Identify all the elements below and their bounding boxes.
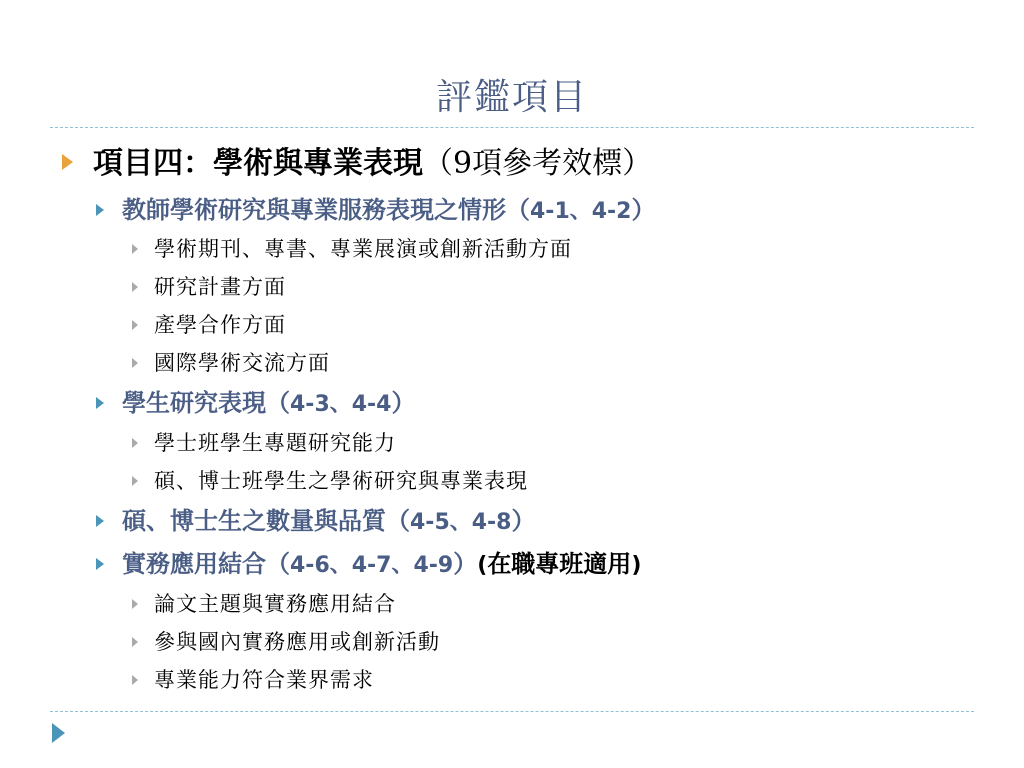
outline-item-level1 — [62, 144, 652, 184]
bullet-arrow-icon — [132, 438, 138, 448]
sub-item-label: 碩、博士班學生之學術研究與專業表現 — [154, 469, 528, 493]
bullet-arrow-icon — [132, 244, 138, 254]
sub-item — [132, 349, 330, 377]
sub-item — [132, 273, 286, 301]
section-codes: 4-1、4-2 — [530, 199, 632, 224]
sub-item — [132, 628, 440, 656]
bullet-arrow-icon — [96, 558, 104, 570]
sub-item — [132, 467, 528, 495]
bullet-arrow-icon — [132, 358, 138, 368]
slide-corner-arrow-icon — [52, 723, 65, 743]
sub-item — [132, 666, 374, 694]
sub-item-label: 學術期刊、專書、專業展演或創新活動方面 — [154, 237, 572, 261]
section-close: ） — [511, 506, 536, 535]
sub-item-label: 國際學術交流方面 — [154, 351, 330, 375]
sub-item — [132, 311, 286, 339]
section-close: ） — [453, 549, 478, 578]
section-item — [96, 387, 416, 421]
section-codes: 4-3、4-4 — [290, 392, 392, 417]
section-label: 教師學術研究與專業服務表現之情形（ — [122, 195, 530, 224]
sub-item-label: 專業能力符合業界需求 — [154, 668, 374, 692]
section-item — [96, 548, 641, 582]
sub-item — [132, 590, 396, 618]
item-label: 項目四：學術與專業表現 — [93, 146, 423, 181]
section-extra-open: ( — [477, 553, 488, 578]
sub-item — [132, 429, 396, 457]
section-item — [96, 505, 536, 539]
section-label: 學生研究表現（ — [122, 388, 290, 417]
section-close: ） — [631, 195, 656, 224]
footer-divider — [50, 711, 974, 712]
bullet-arrow-icon — [96, 397, 104, 409]
bullet-arrow-icon — [132, 675, 138, 685]
section-label: 實務應用結合（ — [122, 549, 290, 578]
bullet-arrow-icon — [132, 282, 138, 292]
sub-item-label: 產學合作方面 — [154, 313, 286, 337]
section-item — [96, 194, 656, 228]
section-codes: 4-6、4-7、4-9 — [290, 553, 454, 578]
slide-title: 評鑑項目 — [435, 77, 588, 118]
bullet-arrow-icon — [96, 204, 104, 216]
sub-item-label: 參與國內實務應用或創新活動 — [154, 630, 440, 654]
sub-item-label: 論文主題與實務應用結合 — [154, 592, 396, 616]
section-close: ） — [391, 388, 416, 417]
item-note: （9項參考效標） — [423, 146, 653, 181]
bullet-arrow-icon — [132, 476, 138, 486]
sub-item-label: 研究計畫方面 — [154, 275, 286, 299]
sub-item-label: 學士班學生專題研究能力 — [154, 431, 396, 455]
section-codes: 4-5、4-8 — [410, 510, 512, 535]
bullet-arrow-icon — [96, 515, 104, 527]
bullet-arrow-icon — [62, 154, 73, 170]
section-label: 碩、博士生之數量與品質（ — [122, 506, 410, 535]
bullet-arrow-icon — [132, 320, 138, 330]
bullet-arrow-icon — [132, 637, 138, 647]
sub-item — [132, 235, 572, 263]
title-divider — [50, 127, 974, 128]
bullet-arrow-icon — [132, 599, 138, 609]
section-extra-close: ) — [631, 553, 642, 578]
section-extra-text: 在職專班適用 — [487, 549, 632, 578]
